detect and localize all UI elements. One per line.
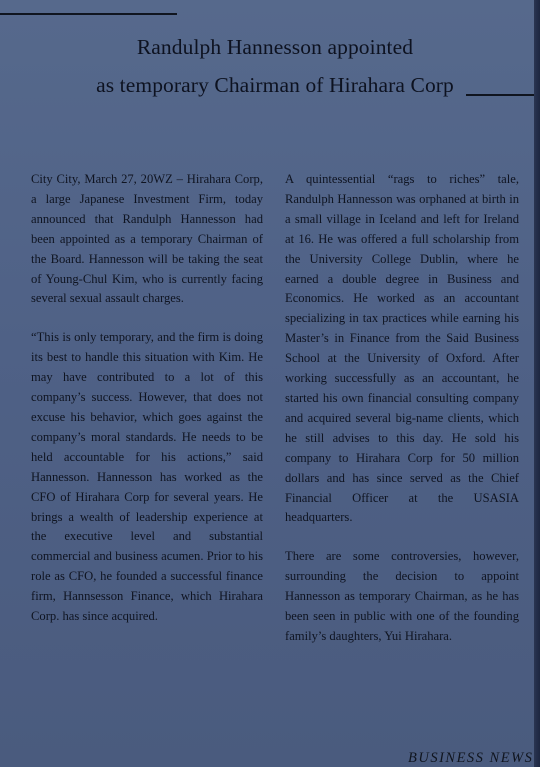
headline (30, 28, 520, 104)
headline-line-1: Randulph Hannesson appointed (136, 35, 414, 59)
left-paragraph-2: “This is only temporary, and the firm is doing its best to handle this situation with Kim. He may have contributed to a lot of this company’s success. However, that does not excuse his behavior, which goes against the company’s moral standards. He needs to be held accountable for his actions,” said Hannesson. Hannesson has worked as the CFO of Hirahara Corp for several years. He brings a wealth of leadership experience at the executive level and substantial commercial and business acumen. Prior to his role as CFO, he founded a successful finance firm, Hannsesson Finance, which Hirahara Corp. has since acquired. (31, 330, 263, 624)
left-paragraph-1: City City, March 27, 20WZ – Hirahara Corp, a large Japanese Investment Firm, today announced that Randulph Hannesson had been appointed as a temporary Chairman of the Board. Hannesson will be taking the seat of Young-Chul Kim, who is currently facing several sexual assault charges. (31, 172, 263, 306)
page-edge-shadow (534, 0, 540, 767)
section-footer: BUSINESS NEWS (408, 750, 534, 766)
headline-line-2: as temporary Chairman of Hirahara Corp (96, 73, 454, 97)
right-column (285, 170, 519, 666)
headline-rule (466, 94, 534, 96)
right-paragraph-2: There are some controversies, however, surrounding the decision to appoint Hannesson as temporary Chairman, as he has been seen in public with one of the founding family’s daughters, Yui Hirahara. (285, 549, 519, 643)
right-paragraph-1: A quintessential “rags to riches” tale, Randulph Hannesson was orphaned at birth in a small village in Iceland and left for Ireland at 16. He was offered a full scholarship from the University College Dublin, where he earned a double degree in Business and Economics. He worked as an accountant specializing in tax practices while earning his Master’s in Finance from the Said Business School at the University of Oxford. After working successfully as an accountant, he started his own financial consulting company and acquired several big-name clients, which he still advises to this day. He sold his company to Hirahara Corp for 50 million dollars and has since served as the Chief Financial Officer at the USASIA headquarters. (285, 172, 519, 525)
left-column (31, 170, 263, 646)
top-rule (0, 13, 177, 15)
